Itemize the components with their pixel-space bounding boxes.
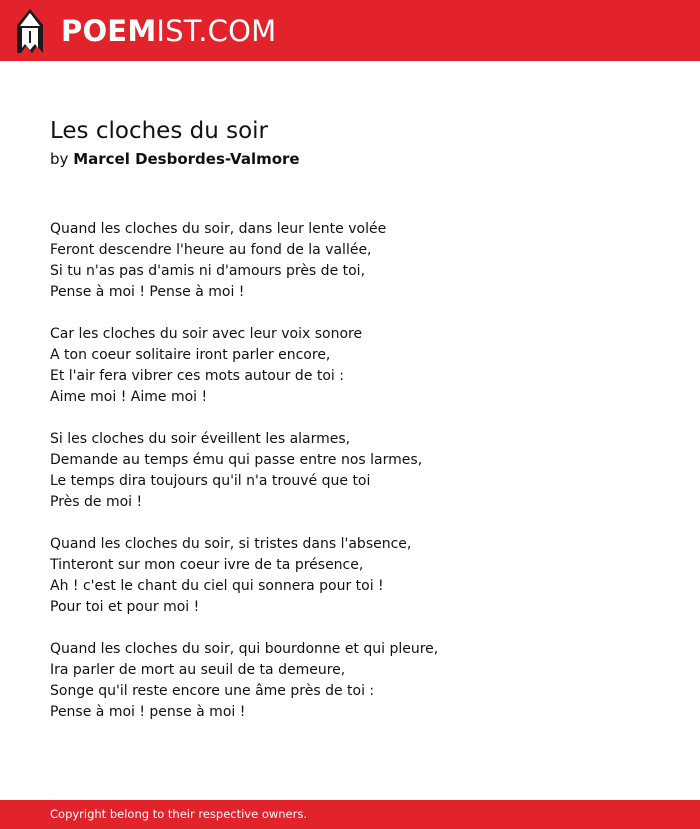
poem-heading <box>50 116 650 170</box>
poem-byline <box>50 148 650 170</box>
stanza <box>50 324 650 408</box>
poem-line: Feront descendre l'heure au fond de la vallée, <box>50 242 372 258</box>
stanza <box>50 219 650 303</box>
poem-line: Pense à moi ! Pense à moi ! <box>50 284 245 300</box>
poem-line: Songe qu'il reste encore une âme près de toi : <box>50 683 375 699</box>
poem-line: Pour toi et pour moi ! <box>50 599 200 615</box>
poem-line: Tinteront sur mon coeur ivre de ta présence, <box>50 557 364 573</box>
site-footer <box>0 800 700 829</box>
poem-title: Les cloches du soir <box>50 118 269 144</box>
poem-line: Si les cloches du soir éveillent les alarmes, <box>50 431 351 447</box>
poem-author: Marcel Desbordes-Valmore <box>73 150 300 168</box>
site-header <box>0 0 700 61</box>
poem-line: Ira parler de mort au seuil de ta demeure, <box>50 662 346 678</box>
logo-text-bold: POEM <box>61 14 157 48</box>
poem-line: Et l'air fera vibrer ces mots autour de toi : <box>50 368 344 384</box>
poem-line: Si tu n'as pas d'amis ni d'amours près de toi, <box>50 263 366 279</box>
poem-line: Ah ! c'est le chant du ciel qui sonnera pour toi ! <box>50 578 384 594</box>
pencil-icon <box>17 9 43 53</box>
stanza <box>50 534 650 618</box>
stanza <box>50 639 650 723</box>
poem-line: Près de moi ! <box>50 494 143 510</box>
site-logo-text <box>61 8 276 54</box>
poem-body <box>50 219 650 744</box>
copyright-notice: Copyright belong to their respective owners. <box>50 807 308 821</box>
site-logo-link[interactable] <box>17 8 276 54</box>
byline-label: by <box>50 150 69 168</box>
poem-line: A ton coeur solitaire iront parler encore, <box>50 347 331 363</box>
poem-line: Le temps dira toujours qu'il n'a trouvé que toi <box>50 473 371 489</box>
logo-text-light: IST.COM <box>156 14 277 48</box>
poem-line: Aime moi ! Aime moi ! <box>50 389 208 405</box>
poem-line: Pense à moi ! pense à moi ! <box>50 704 246 720</box>
poem-line: Quand les cloches du soir, dans leur lente volée <box>50 221 387 237</box>
poem-line: Demande au temps ému qui passe entre nos larmes, <box>50 452 423 468</box>
poem-line: Quand les cloches du soir, si tristes dans l'absence, <box>50 536 412 552</box>
poem-line: Car les cloches du soir avec leur voix sonore <box>50 326 363 342</box>
poem-line: Quand les cloches du soir, qui bourdonne et qui pleure, <box>50 641 439 657</box>
stanza <box>50 429 650 513</box>
